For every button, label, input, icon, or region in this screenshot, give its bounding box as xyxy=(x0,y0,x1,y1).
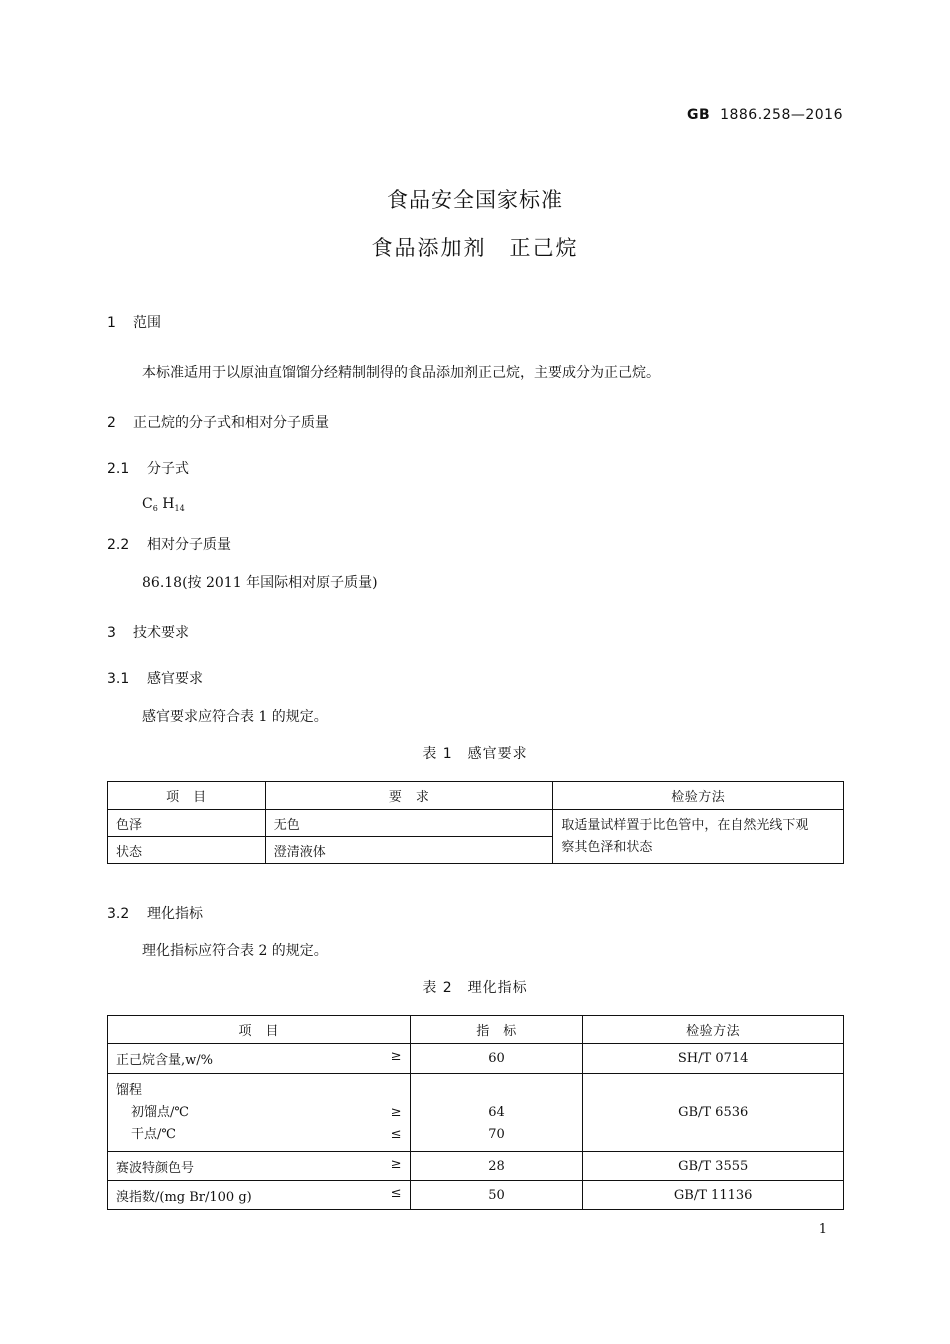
section-2-1-heading xyxy=(107,458,189,478)
column-header: 要 求 xyxy=(265,782,553,810)
table-cell-method: GB/T 3555 xyxy=(583,1152,844,1181)
section-1-body: 本标准适用于以原油直馏馏分经精制制得的食品添加剂正己烷，主要成分为正己烷。 xyxy=(142,365,660,381)
document-subtitle: 食品添加剂 正己烷 xyxy=(371,236,579,260)
section-3-2-body: 理化指标应符合表 2 的规定。 xyxy=(142,943,328,959)
table-cell-item xyxy=(108,1044,411,1074)
formula-hydrogen: H xyxy=(162,496,175,512)
table-1-caption: 表 1 感官要求 xyxy=(422,746,528,762)
table-row xyxy=(108,1044,844,1074)
section-3-1-heading xyxy=(107,668,203,688)
subsection-title: 理化指标 xyxy=(147,906,203,922)
subsection-number: 2.1 xyxy=(107,461,130,477)
sub-item-label: 干点/℃ xyxy=(131,1126,176,1142)
column-header: 指 标 xyxy=(410,1016,583,1044)
column-header: 项 目 xyxy=(108,1016,411,1044)
section-3-1-body: 感官要求应符合表 1 的规定。 xyxy=(142,709,328,725)
table-header-row xyxy=(108,1016,844,1044)
method-line: 察其色泽和状态 xyxy=(561,839,653,855)
section-title: 范围 xyxy=(133,315,161,331)
method-line: 取适量试样置于比色管中，在自然光线下观 xyxy=(561,817,809,833)
section-number: 1 xyxy=(107,315,116,331)
formula-carbon-count: 6 xyxy=(152,504,158,513)
section-title: 技术要求 xyxy=(133,625,189,641)
comparison-symbol: ≥ xyxy=(390,1156,402,1172)
table-cell-item xyxy=(108,1181,411,1210)
standard-prefix: GB xyxy=(686,107,711,123)
molecular-formula xyxy=(142,496,185,513)
sub-item-label: 初馏点/℃ xyxy=(131,1104,189,1120)
table-cell-method: SH/T 0714 xyxy=(583,1044,844,1074)
table-header-row xyxy=(108,782,844,810)
table-cell: 澄清液体 xyxy=(265,837,553,864)
table-cell-value xyxy=(410,1074,583,1152)
item-label: 正己烷含量,w/% xyxy=(116,1053,213,1068)
section-3-2-heading xyxy=(107,903,203,923)
table-row xyxy=(108,1074,844,1152)
comparison-symbol: ≥ xyxy=(390,1049,402,1064)
subsection-number: 2.2 xyxy=(107,537,130,553)
table-cell-item xyxy=(108,1152,411,1181)
table-cell-method: GB/T 11136 xyxy=(583,1181,844,1210)
subsection-title: 感官要求 xyxy=(147,671,203,687)
section-3-heading xyxy=(107,622,189,642)
table-cell-value: 28 xyxy=(410,1152,583,1181)
subsection-title: 相对分子质量 xyxy=(147,537,231,553)
section-1-heading xyxy=(107,312,161,332)
table-cell: 无色 xyxy=(265,810,553,837)
section-2-2-heading xyxy=(107,534,231,554)
comparison-symbol: ≤ xyxy=(390,1185,402,1201)
standard-code xyxy=(687,107,843,123)
table-cell-value: 50 xyxy=(410,1181,583,1210)
section-number: 3 xyxy=(107,625,116,641)
value: 70 xyxy=(488,1126,505,1142)
table-cell: 状态 xyxy=(108,837,266,864)
sub-item xyxy=(116,1124,402,1146)
item-label: 赛波特颜色号 xyxy=(116,1160,195,1176)
comparison-symbol: ≥ xyxy=(390,1104,402,1120)
table-2 xyxy=(107,1015,844,1210)
subsection-number: 3.1 xyxy=(107,671,130,687)
table-1 xyxy=(107,781,844,864)
standard-number: 1886.258—2016 xyxy=(720,107,843,123)
page-number: 1 xyxy=(818,1222,827,1237)
sub-item xyxy=(116,1102,402,1124)
table-row xyxy=(108,810,844,837)
table-cell-method: GB/T 6536 xyxy=(583,1074,844,1152)
subsection-title: 分子式 xyxy=(147,461,189,477)
molecular-mass: 86.18(按 2011 年国际相对原子质量) xyxy=(142,575,378,591)
column-header: 检验方法 xyxy=(553,782,844,810)
value: 64 xyxy=(488,1104,505,1120)
table-row xyxy=(108,1152,844,1181)
table-cell-method xyxy=(553,810,844,864)
formula-hydrogen-count: 14 xyxy=(174,504,185,513)
table-cell-item xyxy=(108,1074,411,1152)
subsection-number: 3.2 xyxy=(107,906,130,922)
table-row xyxy=(108,1181,844,1210)
document-title: 食品安全国家标准 xyxy=(387,188,563,212)
column-header: 项 目 xyxy=(108,782,266,810)
item-label: 溴指数/(mg Br/100 g) xyxy=(116,1189,252,1205)
item-label: 馏程 xyxy=(116,1082,143,1098)
column-header: 检验方法 xyxy=(583,1016,844,1044)
section-title: 正己烷的分子式和相对分子质量 xyxy=(133,415,329,431)
comparison-symbol: ≤ xyxy=(390,1126,402,1142)
section-number: 2 xyxy=(107,415,116,431)
formula-carbon: C xyxy=(142,496,153,512)
section-2-heading xyxy=(107,412,329,432)
table-cell-value: 60 xyxy=(410,1044,583,1074)
table-2-caption: 表 2 理化指标 xyxy=(422,980,528,996)
table-cell: 色泽 xyxy=(108,810,266,837)
